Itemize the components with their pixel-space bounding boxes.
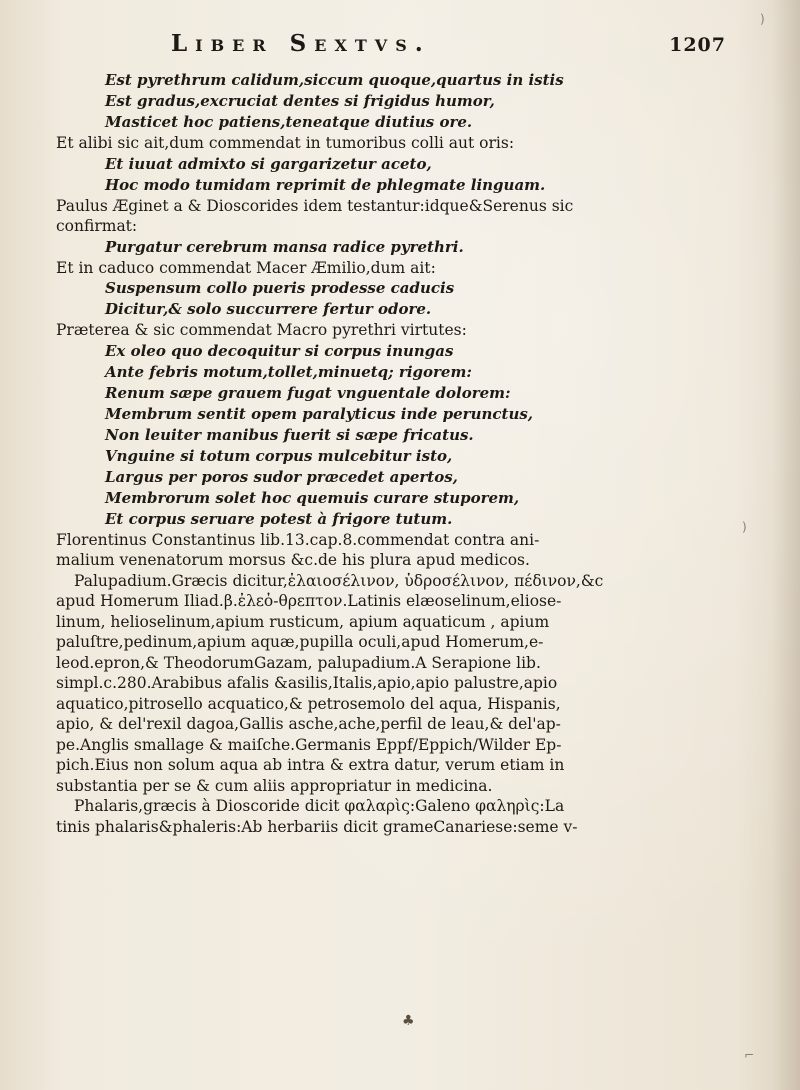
prose-line: tinis phalaris&phaleris:Ab herbariis dicit grameCanariese:seme v- bbox=[56, 817, 578, 836]
printer-ornament: ♣ bbox=[402, 1013, 415, 1029]
prose-line: Et in caduco commendat Macer Æmilio,dum ait: bbox=[56, 258, 436, 277]
prose-line: Palupadium.Græcis dicitur,ἐλαιοσέλινον, ὑδροσέλινον, πέδινον,&c bbox=[74, 571, 604, 590]
prose-line: apio, & del'rexil dagoa,Gallis asche,ache,perfil de leau,& del'ap- bbox=[56, 715, 561, 733]
prose-line: linum, helioselinum,apium rusticum, apium aquaticum , apium bbox=[56, 612, 550, 631]
verse-line: Membrum sentit opem paralyticus inde perunctus, bbox=[105, 404, 534, 423]
verse-line: Renum sæpe grauem fugat vnguentale dolorem: bbox=[105, 383, 511, 402]
verse-line: Purgatur cerebrum mansa radice pyrethri. bbox=[105, 237, 464, 256]
verse-line: Et corpus seruare potest à frigore tutum. bbox=[105, 509, 453, 528]
text-body bbox=[56, 70, 726, 837]
prose-line: substantia per se & cum aliis appropriatur in medicina. bbox=[56, 776, 493, 795]
running-head bbox=[56, 30, 726, 66]
verse-line: Ex oleo quo decoquitur si corpus inungas bbox=[105, 341, 454, 360]
page-content bbox=[56, 30, 726, 837]
page-number: 1207 bbox=[669, 34, 726, 56]
prose-line: leod.epron,& TheodorumGazam, palupadium.A Serapione lib. bbox=[56, 653, 541, 672]
running-head-title: Liber Sextvs. bbox=[171, 30, 431, 57]
prose-line: aquatico,pitrosello acquatico,& petrosemolo del aqua, Hispanis, bbox=[56, 694, 561, 713]
prose-line: Phalaris,græcis à Dioscoride dicit φαλαρὶς:Galeno φαληρὶς:La bbox=[74, 797, 565, 815]
prose-line: apud Homerum Iliad.β.ἐλεὀ-θρεπτον.Latinis elæoselinum,eliose- bbox=[56, 592, 562, 610]
verse-line: Vnguine si totum corpus mulcebitur isto, bbox=[105, 446, 453, 465]
verse-line: Masticet hoc patiens,teneatque diutius ore. bbox=[105, 113, 473, 131]
prose-line: paluſtre,pedinum,apium aquæ,pupilla oculi,apud Homerum,e- bbox=[56, 633, 544, 651]
prose-line: Et alibi sic ait,dum commendat in tumoribus colli aut oris: bbox=[56, 134, 515, 152]
prose-line: Præterea & sic commendat Macro pyrethri virtutes: bbox=[56, 321, 467, 339]
marginal-mark: ) bbox=[742, 520, 747, 534]
verse-line: Largus per poros sudor præcedet apertos, bbox=[105, 467, 458, 486]
prose-line: Florentinus Constantinus lib.13.cap.8.commendat contra ani- bbox=[56, 530, 540, 549]
verse-line: Non leuiter manibus fuerit si sæpe fricatus. bbox=[105, 425, 474, 444]
prose-line: pich.Eius non solum aqua ab intra & extra datur, verum etiam in bbox=[56, 756, 565, 774]
verse-line: Membrorum solet hoc quemuis curare stuporem, bbox=[105, 488, 520, 507]
prose-line: simpl.c.280.Arabibus afalis &asilis,Italis,apio,apio palustre,apio bbox=[56, 674, 558, 692]
prose-line: Paulus Æginet a & Dioscorides idem testantur:idque&Serenus sic bbox=[56, 196, 574, 215]
prose-line: pe.Anglis smallage & maiſche.Germanis Eppf/Eppich/Wilder Ep- bbox=[56, 735, 562, 754]
marginal-mark: ⌐ bbox=[744, 1048, 755, 1062]
page-edge-shadow bbox=[772, 0, 800, 1090]
verse-line: Suspensum collo pueris prodesse caducis bbox=[105, 279, 455, 297]
prose-line: confirmat: bbox=[56, 217, 138, 235]
marginal-mark: ) bbox=[760, 12, 765, 26]
verse-line: Hoc modo tumidam reprimit de phlegmate linguam. bbox=[105, 175, 546, 194]
verse-line: Est gradus,excruciat dentes si frigidus humor, bbox=[105, 92, 495, 110]
verse-line: Dicitur,& solo succurrere fertur odore. bbox=[105, 300, 432, 318]
prose-line: malium venenatorum morsus &c.de his plura apud medicos. bbox=[56, 551, 530, 569]
verse-line: Et iuuat admixto si gargarizetur aceto, bbox=[105, 154, 432, 173]
verse-line: Est pyrethrum calidum,siccum quoque,quartus in istis bbox=[105, 71, 564, 89]
verse-line: Ante febris motum,tollet,minuetq; rigorem: bbox=[105, 362, 472, 381]
